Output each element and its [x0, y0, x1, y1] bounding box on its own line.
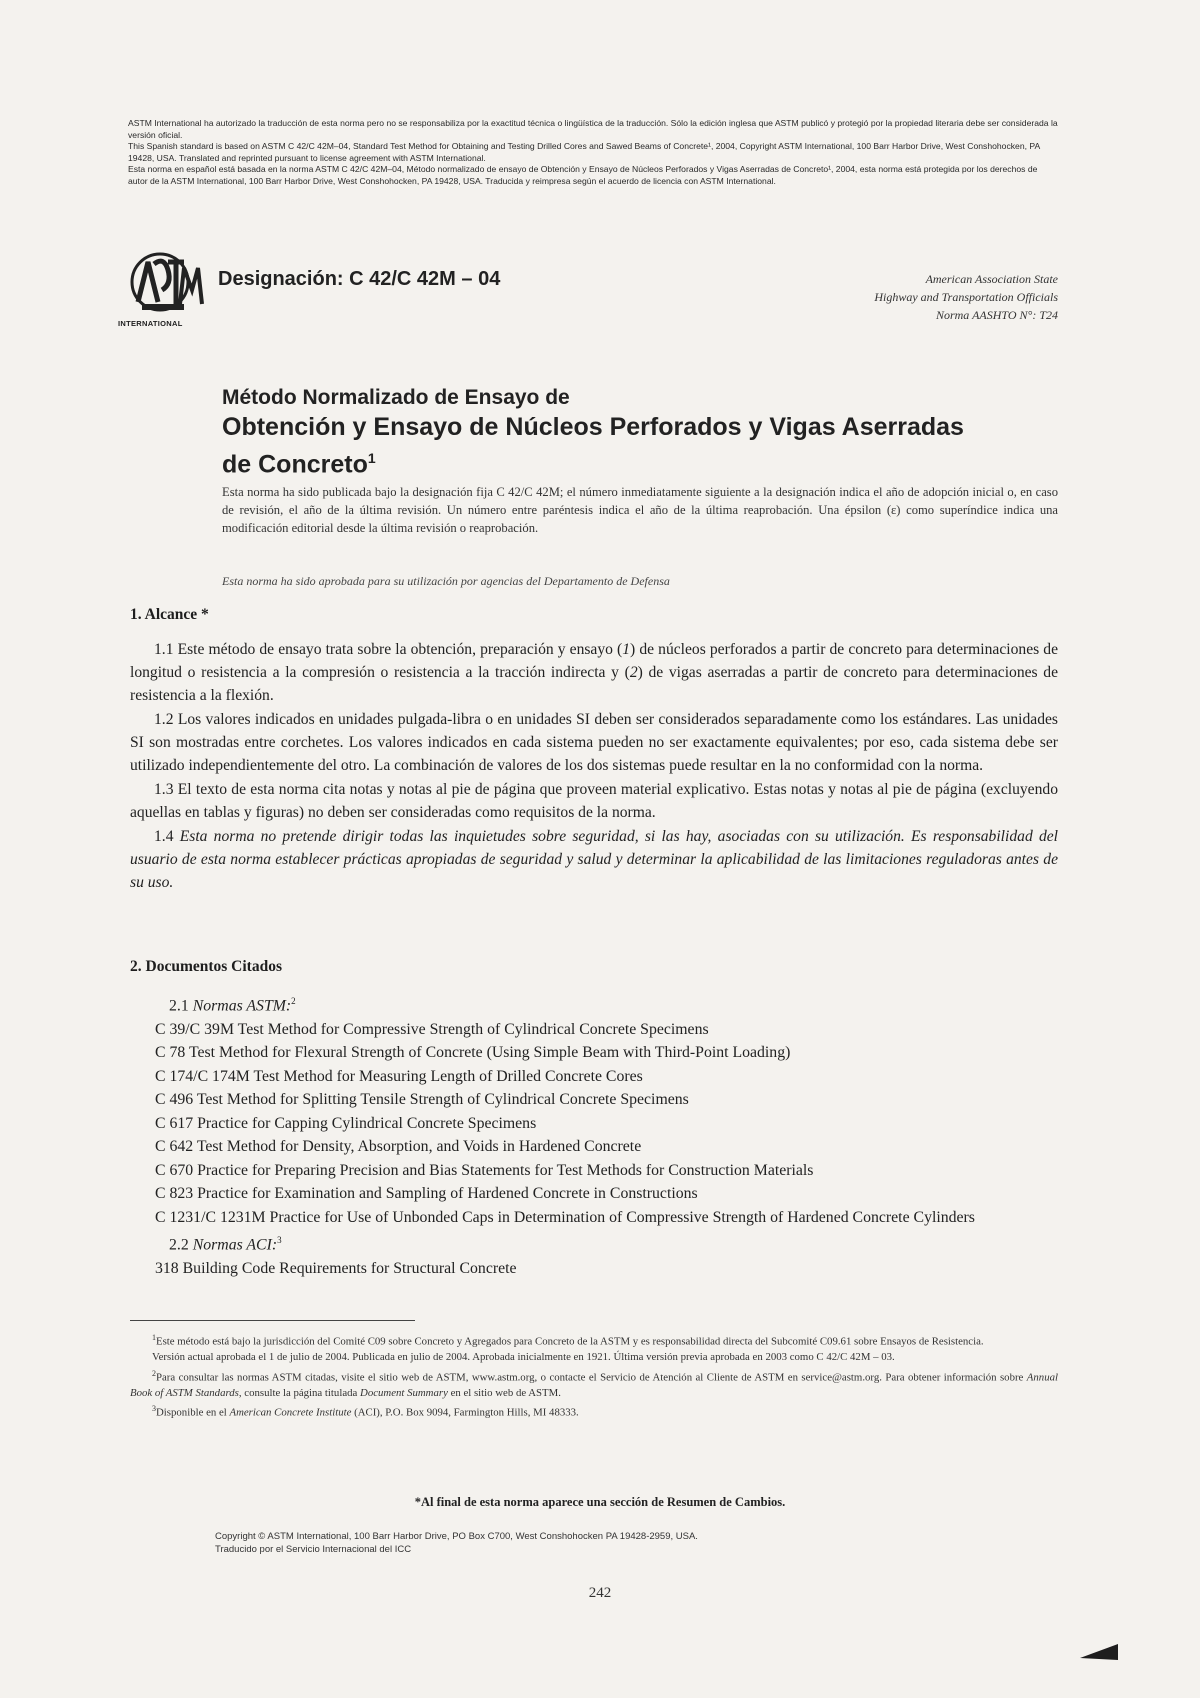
subsection-2-1 — [155, 990, 1060, 1018]
footnote-2-text-c: en el sitio web de ASTM. — [447, 1386, 561, 1399]
footnotes — [130, 1330, 1058, 1421]
title-line-2: Obtención y Ensayo de Núcleos Perforados y Vigas Aserradas de Concreto — [222, 413, 964, 479]
astm-ref-4: C 617 Practice for Capping Cylindrical Concrete Specimens — [155, 1114, 537, 1132]
paragraph-1-1 — [130, 638, 1058, 707]
sub-2-2-footnote-mark: 3 — [277, 1235, 282, 1246]
footnote-3-text-a: Disponible en el — [156, 1406, 230, 1419]
p1-text-b: ) de núcleos perforados a partir de concreto para determinaciones de longitud o resistencia a la compresión o resistencia a la tracción indirecta y ( — [130, 641, 1059, 681]
notice-english-basis: This Spanish standard is based on ASTM C 42/C 42M–04, Standard Test Method for Obtaining and Testing Drilled Cores and Sawed Beams of Concrete¹, 2004, Copyright ASTM International, 100 Barr Harbor Drive, West Conshohocken, PA 19428, USA. Translated and reprinted pursuant to license agreement with ASTM International. — [128, 141, 1040, 163]
title-footnote-mark: 1 — [367, 450, 376, 466]
sub-2-1-footnote-mark: 2 — [291, 996, 296, 1006]
footnote-3-mark: 3 — [152, 1404, 156, 1414]
footnote-2 — [130, 1366, 1058, 1402]
sub-2-2-number: 2.2 — [169, 1236, 193, 1254]
aashto-reference — [874, 270, 1058, 324]
footnote-2-mark: 2 — [152, 1368, 156, 1378]
astm-ref-7: C 823 Practice for Examination and Sampling of Hardened Concrete in Constructions — [155, 1185, 698, 1203]
summary-of-changes-note: *Al final de esta norma aparece una sección de Resumen de Cambios. — [414, 1495, 786, 1509]
p1-text-a: 1.1 Este método de ensayo trata sobre la obtención, preparación y ensayo ( — [154, 641, 623, 658]
astm-logo — [118, 250, 208, 330]
aashto-line-1: American Association State — [925, 272, 1058, 286]
astm-ref-8: C 1231/C 1231M Practice for Use of Unbonded Caps in Determination of Compressive Strength of Hardened Concrete Cylinders — [155, 1208, 975, 1226]
p1-ref-1: 1 — [622, 641, 631, 658]
footnote-1-mark: 1 — [152, 1333, 156, 1342]
section-2-heading: 2. Documentos Citados — [130, 958, 282, 975]
sub-2-2-label: Normas ACI: — [192, 1236, 278, 1254]
paragraph-1-2: 1.2 Los valores indicados en unidades pulgada-libra o en unidades SI deben ser considerados separadamente como los estándares. Las unidades SI son mostradas entre corchetes. Los valores indicados en cada sistema pueden no ser exactamente equivalentes; por eso, cada sistema debe ser utilizado independientemente del otro. La combinación de valores de los dos sistemas puede resultar en la no conformidad con la norma. — [130, 711, 1058, 774]
designation-note: Esta norma ha sido publicada bajo la designación fija C 42/C 42M; el número inmediatamente siguiente a la designación indica el año de adopción inicial o, en caso de revisión, el año de la última revisión. Un número entre paréntesis indica el año de la última reaprobación. Una épsilon (ε) como superíndice indica una modificación editorial desde la última revisión o reaprobación. — [222, 485, 1058, 535]
p4-number: 1.4 — [154, 828, 180, 845]
scan-corner-mark — [1080, 1640, 1120, 1662]
paragraph-1-3: 1.3 El texto de esta norma cita notas y notas al pie de página que proveen material explicativo. Estas notas y notas al pie de página (excluyendo aquellas en tablas y figuras) no deben ser consideradas como requisitos de la norma. — [130, 781, 1058, 821]
subsection-2-2 — [155, 1229, 1060, 1257]
notice-spanish-basis: Esta norma en español está basada en la norma ASTM C 42/C 42M–04, Método normalizado de ensayo de Obtención y Ensayo de Núcleos Perforados y Vigas Aserradas de Concreto¹, 2004, esta norma está protegida por los derechos de autor de la ASTM International, 100 Barr Harbor Drive, West Conshohocken, PA 19428, USA. Traducida y reimpresa según el acuerdo de licencia con ASTM International. — [128, 164, 1038, 186]
page-number: 242 — [588, 1585, 612, 1601]
designation: Designación: C 42/C 42M – 04 — [218, 268, 501, 290]
footnote-divider — [130, 1320, 415, 1321]
section-1-heading: 1. Alcance * — [130, 606, 209, 623]
logo-caption: INTERNATIONAL — [118, 319, 183, 328]
sub-2-1-label: Normas ASTM: — [192, 997, 292, 1015]
astm-ref-6: C 670 Practice for Preparing Precision and Bias Statements for Test Methods for Construction Materials — [155, 1161, 814, 1179]
aashto-line-3: Norma AASHTO N°: T24 — [935, 308, 1058, 322]
astm-ref-1: C 78 Test Method for Flexural Strength of Concrete (Using Simple Beam with Third-Point Loading) — [155, 1044, 791, 1062]
copyright-line: Copyright © ASTM International, 100 Barr Harbor Drive, PO Box C700, West Conshohocken PA 19428-2959, USA. — [215, 1531, 698, 1542]
copyright-block — [215, 1530, 698, 1556]
aci-ref: 318 Building Code Requirements for Structural Concrete — [155, 1260, 517, 1278]
footnote-1 — [130, 1330, 1058, 1350]
footnote-1-text: Este método está bajo la jurisdicción del Comité C09 sobre Concreto y Agregados para Concreto de la ASTM y es responsabilidad directa del Subcomité C09.61 sobre Ensayos de Resistencia. — [156, 1335, 984, 1348]
astm-ref-0: C 39/C 39M Test Method for Compressive Strength of Cylindrical Concrete Specimens — [155, 1020, 709, 1038]
title-line-1: Método Normalizado de Ensayo de — [222, 386, 570, 409]
footnote-3 — [130, 1401, 1058, 1421]
footnote-2-text-a: Para consultar las normas ASTM citadas, visite el sitio web de ASTM, www.astm.org, o contacte el Servicio de Atención al Cliente de ASTM en service@astm.org. Para obtener información sobre — [156, 1371, 1027, 1384]
astm-logo-icon — [118, 250, 208, 316]
footnote-1-version: Versión actual aprobada el 1 de julio de 2004. Publicada en julio de 2004. Aprobada inicialmente en 1921. Última versión previa aprobada en 2003 como C 42/C 42M – 03. — [152, 1351, 895, 1364]
footnote-2-text-b: , consulte la página titulada — [238, 1386, 361, 1399]
footnote-2-summary: Document Summary — [360, 1386, 448, 1399]
p1-text-c: ) de vigas aserradas a partir de concreto para determinaciones de resistencia a la flexión. — [130, 664, 1058, 704]
footnote-3-institute: American Concrete Institute — [229, 1406, 352, 1419]
astm-ref-3: C 496 Test Method for Splitting Tensile Strength of Cylindrical Concrete Specimens — [155, 1091, 689, 1109]
notice-spanish-authorization: ASTM International ha autorizado la traducción de esta norma pero no se responsabiliza por la exactitud técnica o lingüística de la traducción. Sólo la edición inglesa que ASTM publicó y protegió por la propiedad literaria debe ser considerada la versión oficial. — [128, 118, 1058, 140]
approval-note: Esta norma ha sido aprobada para su utilización por agencias del Departamento de Defensa — [222, 574, 670, 588]
sub-2-1-number: 2.1 — [169, 997, 193, 1015]
aashto-line-2: Highway and Transportation Officials — [874, 290, 1058, 304]
paragraph-1-4 — [130, 825, 1058, 894]
footnote-2-book: Annual Book of ASTM Standards — [130, 1371, 1058, 1399]
title-main — [222, 412, 982, 480]
astm-ref-5: C 642 Test Method for Density, Absorption, and Voids in Hardened Concrete — [155, 1138, 642, 1156]
p1-ref-2: 2 — [629, 664, 638, 681]
section-1-body — [130, 638, 1058, 895]
astm-ref-2: C 174/C 174M Test Method for Measuring Length of Drilled Concrete Cores — [155, 1067, 643, 1085]
referenced-documents — [155, 990, 1060, 1281]
footnote-3-text-b: (ACI), P.O. Box 9094, Farmington Hills, MI 48333. — [351, 1406, 579, 1419]
license-notice — [128, 118, 1058, 187]
translator-line: Traducido por el Servicio Internacional del ICC — [215, 1544, 412, 1555]
p4-text: Esta norma no pretende dirigir todas las inquietudes sobre seguridad, si las hay, asociadas con su utilización. Es responsabilidad del usuario de esta norma establecer prácticas apropiadas de seguridad y salud y determinar la aplicabilidad de las limitaciones reguladoras antes de su uso. — [130, 828, 1059, 891]
